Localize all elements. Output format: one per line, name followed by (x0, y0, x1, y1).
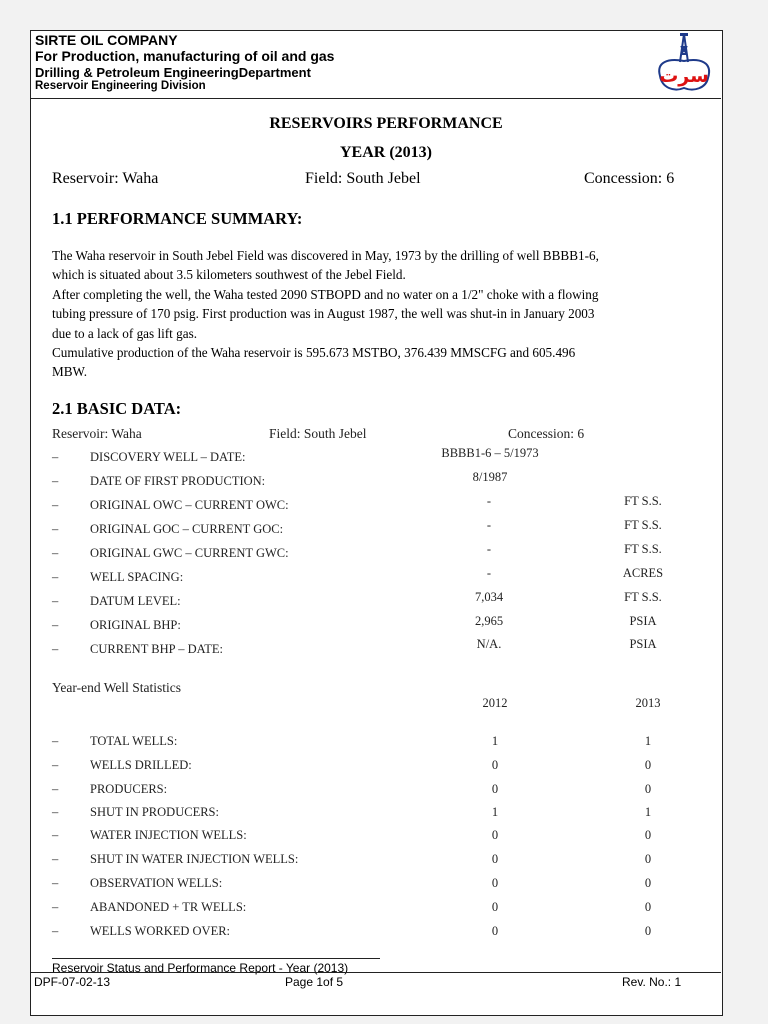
oil-derrick-icon (680, 33, 688, 62)
stats-row-label: OBSERVATION WELLS: (90, 876, 223, 890)
stats-year-2012: 2012 (482, 696, 508, 710)
company-tagline: For Production, manufacturing of oil and gas (35, 48, 335, 64)
department-name: Drilling & Petroleum EngineeringDepartment (35, 65, 311, 80)
row-dash: – (52, 570, 59, 584)
row-dash: – (52, 594, 59, 608)
stats-value-2012: 0 (491, 782, 499, 796)
row-dash: – (52, 450, 59, 464)
stats-heading: Year-end Well Statistics (52, 680, 182, 695)
row-dash: – (52, 474, 59, 488)
summary-line: tubing pressure of 170 psig. First production was in August 1987, the well was shut-in in January 2003 (52, 306, 595, 322)
row-dash: – (52, 924, 59, 938)
logo-arabic-text: سرت (659, 65, 709, 87)
stats-year-2013: 2013 (635, 696, 661, 710)
summary-line: due to a lack of gas lift gas. (52, 325, 198, 341)
basic-row-label: DATE OF FIRST PRODUCTION: (90, 474, 266, 488)
summary-line: Cumulative production of the Waha reservoir is 595.673 MSTBO, 376.439 MMSCFG and 605.496 (52, 345, 576, 361)
basic-row-value: 7,034 (474, 590, 504, 604)
basic-row-label: DATUM LEVEL: (90, 594, 181, 608)
row-dash: – (52, 522, 59, 536)
division-name: Reservoir Engineering Division (35, 80, 206, 92)
stats-value-2013: 0 (644, 876, 652, 890)
basic-row-value: 2,965 (474, 614, 504, 628)
footer-doc-number: DPF-07-02-13 (34, 975, 111, 989)
summary-line: The Waha reservoir in South Jebel Field was discovered in May, 1973 by the drilling of well BBBB1-6, (52, 248, 599, 263)
basic-row-label: WELL SPACING: (90, 570, 184, 584)
basic-row-label: CURRENT BHP – DATE: (90, 642, 224, 656)
company-name: SIRTE OIL COMPANY (35, 32, 178, 48)
stats-value-2013: 0 (644, 828, 652, 842)
summary-line: which is situated about 3.5 kilometers southwest of the Jebel Field. (52, 267, 406, 283)
basic-row-value: - (486, 566, 492, 580)
row-dash: – (52, 618, 59, 632)
stats-row-label: WELLS DRILLED: (90, 758, 192, 772)
row-dash: – (52, 828, 59, 842)
basic-field: Field: South Jebel (269, 426, 367, 441)
stats-row-label: WATER INJECTION WELLS: (90, 828, 247, 842)
basic-row-value: - (486, 542, 492, 556)
basic-row-label: ORIGINAL GWC – CURRENT GWC: (90, 546, 289, 560)
basic-row-unit: FT S.S. (624, 590, 662, 604)
stats-value-2013: 1 (644, 734, 652, 748)
summary-line: After completing the well, the Waha tested 2090 STBOPD and no water on a 1/2" choke with a flowing (52, 286, 599, 302)
stats-value-2012: 0 (491, 852, 499, 866)
basic-row-label: DISCOVERY WELL – DATE: (90, 450, 246, 464)
basic-row-label: ORIGINAL GOC – CURRENT GOC: (90, 522, 284, 536)
stats-row-label: SHUT IN PRODUCERS: (90, 805, 219, 819)
footer-page-number: Page 1of 5 (285, 975, 344, 989)
stats-value-2013: 0 (644, 852, 652, 866)
stats-row-label: PRODUCERS: (90, 782, 168, 796)
stats-row-label: SHUT IN WATER INJECTION WELLS: (90, 852, 299, 866)
stats-value-2013: 0 (644, 782, 652, 796)
stats-value-2013: 0 (644, 924, 652, 938)
basic-row-unit: PSIA (629, 614, 657, 628)
field-label: Field: South Jebel (305, 170, 421, 187)
basic-concession: Concession: 6 (508, 426, 585, 441)
row-dash: – (52, 758, 59, 772)
stats-value-2012: 0 (491, 758, 499, 772)
section-heading-summary: 1.1 PERFORMANCE SUMMARY: (52, 209, 303, 228)
stats-value-2012: 1 (491, 734, 499, 748)
concession-label: Concession: 6 (584, 170, 675, 187)
footer-divider (30, 972, 721, 973)
basic-row-unit: FT S.S. (624, 542, 662, 556)
row-dash: – (52, 852, 59, 866)
row-dash: – (52, 805, 59, 819)
stats-value-2012: 0 (491, 876, 499, 890)
summary-line: MBW. (52, 364, 88, 380)
report-title: RESERVOIRS PERFORMANCE (269, 115, 503, 132)
stats-value-2012: 0 (491, 828, 499, 842)
basic-row-unit: ACRES (622, 566, 664, 580)
row-dash: – (52, 498, 59, 512)
stats-value-2013: 0 (644, 900, 652, 914)
row-dash: – (52, 734, 59, 748)
company-logo (650, 32, 718, 96)
footer-rule (52, 958, 380, 959)
row-dash: – (52, 876, 59, 890)
basic-row-unit: FT S.S. (624, 494, 662, 508)
stats-row-label: ABANDONED + TR WELLS: (90, 900, 247, 914)
basic-row-label: ORIGINAL BHP: (90, 618, 181, 632)
stats-value-2013: 0 (644, 758, 652, 772)
row-dash: – (52, 546, 59, 560)
row-dash: – (52, 900, 59, 914)
basic-row-value: N/A. (476, 637, 502, 651)
basic-row-value: - (486, 518, 492, 532)
basic-row-unit: PSIA (629, 637, 657, 651)
report-year: YEAR (2013) (340, 144, 432, 161)
stats-row-label: TOTAL WELLS: (90, 734, 178, 748)
footer-revision: Rev. No.: 1 (622, 975, 682, 989)
basic-row-unit: FT S.S. (624, 518, 662, 532)
stats-value-2013: 1 (644, 805, 652, 819)
basic-row-label: ORIGINAL OWC – CURRENT OWC: (90, 498, 289, 512)
basic-row-value: 8/1987 (472, 470, 508, 484)
basic-row-value: BBBB1-6 – 5/1973 (441, 446, 539, 460)
basic-reservoir: Reservoir: Waha (52, 426, 142, 441)
reservoir-label: Reservoir: Waha (52, 170, 159, 187)
stats-row-label: WELLS WORKED OVER: (90, 924, 231, 938)
section-heading-basic-data: 2.1 BASIC DATA: (52, 399, 182, 418)
basic-row-value: - (486, 494, 492, 508)
stats-value-2012: 1 (491, 805, 499, 819)
row-dash: – (52, 642, 59, 656)
footer-report-title: Reservoir Status and Performance Report - Year (2013) (52, 961, 349, 975)
stats-value-2012: 0 (491, 900, 499, 914)
row-dash: – (52, 782, 59, 796)
stats-value-2012: 0 (491, 924, 499, 938)
summary-paragraph (52, 246, 722, 382)
